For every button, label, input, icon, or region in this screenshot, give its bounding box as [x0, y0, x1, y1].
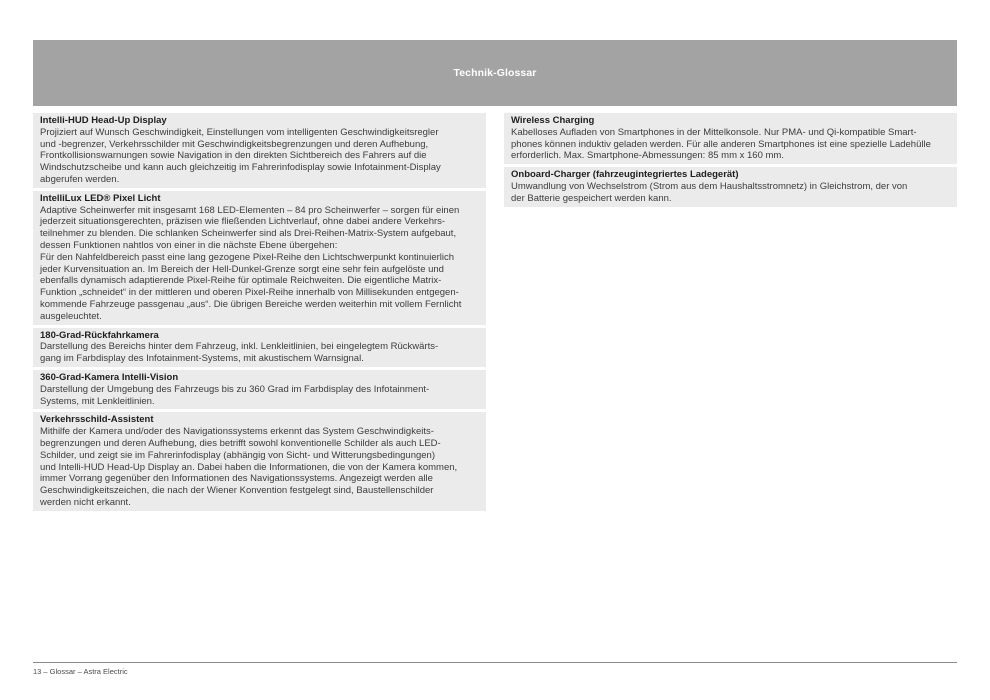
- text-line: Mithilfe der Kamera und/oder des Navigationssystems erkennt das System Geschwindigkeits-: [40, 426, 434, 438]
- glossary-entry-title: IntelliLux LED® Pixel Licht: [40, 192, 161, 204]
- glossary-entry-intellilux: [33, 191, 486, 325]
- glossary-entry-body: [40, 384, 478, 408]
- glossary-entry-title: Wireless Charging: [511, 115, 595, 126]
- text-line: Kabelloses Aufladen von Smartphones in der Mittelkonsole. Nur PMA- und Qi-kompatible Smart-: [511, 126, 917, 138]
- text-line: Umwandlung von Wechselstrom (Strom aus dem Haushaltsstromnetz) in Gleichstrom, der von: [511, 180, 908, 192]
- text-line: Adaptive Scheinwerfer mit insgesamt 168 LED-Elementen – 84 pro Scheinwerfer – sorgen für einen: [40, 204, 460, 216]
- page-footer: 13 – Glossar – Astra Electric: [33, 667, 128, 676]
- glossary-entry-body: [511, 181, 949, 205]
- text-line: werden nicht erkannt.: [40, 496, 131, 508]
- glossary-entry-title: 360-Grad-Kamera Intelli-Vision: [40, 371, 179, 383]
- text-line: dessen Funktionen nahtlos von einer in die nächste Ebene übergehen:: [40, 239, 338, 251]
- glossary-entry-wireless-charging: [504, 113, 957, 164]
- glossary-entry-360-camera: [33, 370, 486, 409]
- text-line: teilnehmer zu blenden. Die schlanken Scheinwerfer sind als Drei-Reihen-Matrix-System aufgebaut,: [40, 228, 457, 240]
- text-line: Schilder, und zeigt sie im Fahrerinfodisplay (abhängig von Sicht- und Witterungsbedingungen): [40, 449, 436, 461]
- text-line: abgerufen werden.: [40, 173, 120, 185]
- text-line: Frontkollisionswarnungen sowie Navigation in den direkten Sichtbereich des Fahrers auf die: [40, 150, 427, 162]
- glossary-column-left: [33, 113, 486, 514]
- glossary-entry-title: Verkehrsschild-Assistent: [40, 414, 154, 426]
- text-line: gang im Farbdisplay des Infotainment-Systems, mit akustischem Warnsignal.: [40, 353, 364, 365]
- text-line: Darstellung der Umgebung des Fahrzeugs bis zu 360 Grad im Farbdisplay des Infotainment-: [40, 383, 430, 395]
- text-line: Funktion „schneidet“ in der mittleren und oberen Pixel-Reihe innerhalb von Millisekunden entgegen-: [40, 287, 459, 299]
- text-line: und Intelli-HUD Head-Up Display an. Dabei haben die Informationen, die von der Kamera kommen,: [40, 461, 458, 473]
- text-line: und -begrenzer, Verkehrsschilder mit Geschwindigkeitsbegrenzungen und deren Aufhebung,: [40, 138, 429, 150]
- text-line: der Batterie gespeichert werden kann.: [511, 192, 672, 204]
- glossary-entry-body: [40, 127, 478, 186]
- text-line: phones können induktiv geladen werden. Für alle anderen Smartphones ist eine spezielle Ladehülle: [511, 138, 931, 150]
- text-line: jederzeit situationsgerechten, präzisen wie fließenden Lichtverlauf, ohne dabei andere Verkehrs-: [40, 216, 446, 228]
- text-line: Systems, mit Lenkleitlinien.: [40, 395, 155, 407]
- text-line: Windschutzscheibe und kann auch gleichzeitig im Fahrerinfodisplay sowie Infotainment-Display: [40, 162, 441, 174]
- glossary-entry-body: [511, 127, 949, 162]
- text-line: ebenfalls dynamisch adaptierende Pixel-Reihe für optimale Reichweiten. Die eigentliche Matrix-: [40, 275, 442, 287]
- footer-divider: [33, 662, 957, 663]
- text-line: begrenzungen und deren Aufhebung, dies betrifft sowohl konventionelle Schilder als auch LED-: [40, 437, 441, 449]
- text-line: Darstellung des Bereichs hinter dem Fahrzeug, inkl. Lenkleitlinien, bei eingelegtem Rückwärts-: [40, 341, 439, 353]
- text-line: jeder Kurvensituation an. Im Bereich der Hell-Dunkel-Grenze sorgt eine sehr fein aufgelöste und: [40, 263, 444, 275]
- glossary-entry-onboard-charger: [504, 167, 957, 206]
- text-line: Projiziert auf Wunsch Geschwindigkeit, Einstellungen vom intelligenten Geschwindigkeitsregler: [40, 126, 439, 138]
- glossary-entry-body: [40, 341, 478, 365]
- glossary-entry-rear-camera: [33, 328, 486, 367]
- text-line: Für den Nahfeldbereich passt eine lang gezogene Pixel-Reihe den Lichtschwerpunkt kontinuierlich: [40, 251, 455, 263]
- page-title: Technik-Glossar: [453, 67, 537, 79]
- glossary-entry-title: 180-Grad-Rückfahrkamera: [40, 329, 159, 341]
- text-line: kommende Fahrzeuge passgenau „aus“. Die übrigen Bereiche werden weiterhin mit vollem Fernlicht: [40, 298, 462, 310]
- text-line: immer Vorrang gegenüber den Informationen des Navigationssystems. Angezeigt werden alle: [40, 473, 433, 485]
- text-line: erforderlich. Max. Smartphone-Abmessungen: 85 mm x 160 mm.: [511, 150, 784, 162]
- text-line: Geschwindigkeitszeichen, die nach der Wiener Konvention festgelegt sind, Baustellenschilder: [40, 485, 434, 497]
- text-line: ausgeleuchtet.: [40, 310, 102, 322]
- glossary-column-right: [504, 113, 957, 210]
- page-header: [33, 40, 957, 106]
- glossary-entry-title: Intelli-HUD Head-Up Display: [40, 115, 167, 126]
- glossary-entry-body: [40, 426, 478, 509]
- glossary-entry-body: [40, 205, 478, 323]
- glossary-entry-traffic-sign-assistant: [33, 412, 486, 510]
- glossary-entry-intelli-hud: [33, 113, 486, 188]
- glossary-entry-title: Onboard-Charger (fahrzeugintegriertes Ladegerät): [511, 169, 739, 181]
